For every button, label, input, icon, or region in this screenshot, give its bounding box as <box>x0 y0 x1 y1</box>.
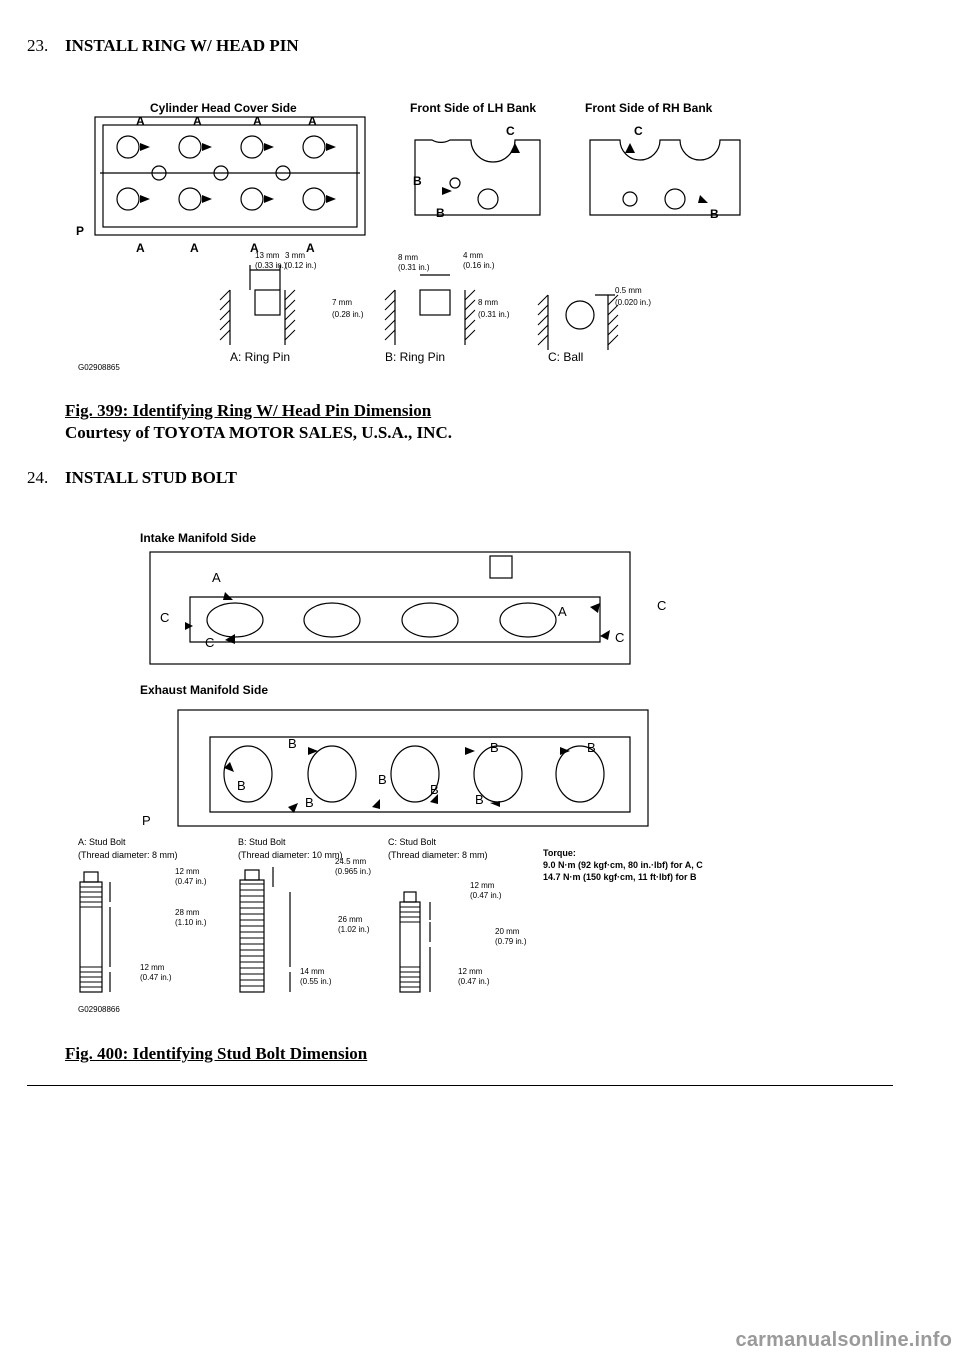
stud-a-title: A: Stud Bolt <box>78 837 126 847</box>
label-a: A <box>136 114 145 128</box>
label-p: P <box>76 224 85 238</box>
figure-400-title: Fig. 400: Identifying Stud Bolt Dimension <box>65 1044 368 1063</box>
step-title: INSTALL RING W/ HEAD PIN <box>65 36 299 55</box>
label-b: B <box>413 174 422 188</box>
dim-b1-in: (0.965 in.) <box>335 867 372 876</box>
dim-b2: 26 mm <box>338 915 363 924</box>
dim-a2-in: (1.10 in.) <box>175 918 207 927</box>
label-b: B <box>475 792 484 807</box>
label-b: B <box>710 207 719 221</box>
step-title: INSTALL STUD BOLT <box>65 468 237 487</box>
dim-a3-in: (0.47 in.) <box>140 973 172 982</box>
label-a: A <box>136 241 145 255</box>
label-b: B <box>378 772 387 787</box>
dim-b1-in: (0.31 in.) <box>398 263 430 272</box>
figure-399-courtesy: Courtesy of TOYOTA MOTOR SALES, U.S.A., INC. <box>65 423 452 442</box>
dim-c3-in: (0.47 in.) <box>458 977 490 986</box>
dim-b3: 8 mm <box>478 298 498 307</box>
stud-b-thread: (Thread diameter: 10 mm) <box>238 850 343 860</box>
label-c: C <box>160 610 170 625</box>
label-c: C <box>657 598 667 613</box>
label-b: B <box>288 736 297 751</box>
caption-b-ring-pin: B: Ring Pin <box>385 350 446 364</box>
label-c: C <box>506 124 515 138</box>
dim-c3: 12 mm <box>458 967 483 976</box>
label-front-rh-bank: Front Side of RH Bank <box>585 101 713 115</box>
stud-b-title: B: Stud Bolt <box>238 837 286 847</box>
label-b: B <box>436 206 445 220</box>
dim-b3-in: (0.31 in.) <box>478 310 510 319</box>
label-b: B <box>305 795 314 810</box>
dim-a3: 12 mm <box>140 963 165 972</box>
dim-a1-in: (0.47 in.) <box>175 877 207 886</box>
dim-c2-in: (0.79 in.) <box>495 937 527 946</box>
dim-a2: 28 mm <box>175 908 200 917</box>
label-a: A <box>193 114 202 128</box>
label-a: A <box>558 604 567 619</box>
figure-400-caption <box>65 1043 367 1065</box>
stud-c-title: C: Stud Bolt <box>388 837 437 847</box>
label-b: B <box>237 778 246 793</box>
torque-a-c: 9.0 N·m (92 kgf·cm, 80 in.·lbf) for A, C <box>543 860 703 870</box>
label-a: A <box>308 114 317 128</box>
label-cylinder-head-cover-side: Cylinder Head Cover Side <box>150 101 297 115</box>
dim-a1: 12 mm <box>175 867 200 876</box>
label-intake-manifold-side: Intake Manifold Side <box>140 531 257 545</box>
label-exhaust-manifold-side: Exhaust Manifold Side <box>140 683 269 697</box>
dim-a2: 3 mm <box>285 251 305 260</box>
figure-code: G02908866 <box>78 1005 120 1014</box>
dim-c2: 20 mm <box>495 927 520 936</box>
dim-ball: 0.5 mm <box>615 286 642 295</box>
label-a: A <box>306 241 315 255</box>
label-a: A <box>253 114 262 128</box>
label-b: B <box>490 740 499 755</box>
dim-a1-in: (0.33 in.) <box>255 261 287 270</box>
step-number: 23. <box>27 36 49 55</box>
figure-399-title: Fig. 399: Identifying Ring W/ Head Pin Dimension <box>65 401 432 420</box>
dim-c1: 12 mm <box>470 881 495 890</box>
label-front-lh-bank: Front Side of LH Bank <box>410 101 536 115</box>
dim-b2: 4 mm <box>463 251 483 260</box>
dim-b2-in: (0.16 in.) <box>463 261 495 270</box>
dim-a3-in: (0.28 in.) <box>332 310 364 319</box>
dim-b3: 14 mm <box>300 967 325 976</box>
dim-a1: 13 mm <box>255 251 280 260</box>
label-b: B <box>430 782 439 797</box>
figure-399-illustration <box>70 95 719 377</box>
label-c: C <box>615 630 625 645</box>
figure-400-illustration <box>70 522 703 1022</box>
label-a: A <box>190 241 199 255</box>
step-24-heading <box>27 468 237 488</box>
figure-code: G02908865 <box>78 363 120 372</box>
label-c: C <box>634 124 643 138</box>
stud-a-thread: (Thread diameter: 8 mm) <box>78 850 178 860</box>
dim-c1-in: (0.47 in.) <box>470 891 502 900</box>
label-a: A <box>212 570 221 585</box>
figure-399-caption <box>65 400 452 444</box>
dim-b3-in: (0.55 in.) <box>300 977 332 986</box>
torque-b: 14.7 N·m (150 kgf·cm, 11 ft·lbf) for B <box>543 872 697 882</box>
caption-a-ring-pin: A: Ring Pin <box>230 350 291 364</box>
stud-c-thread: (Thread diameter: 8 mm) <box>388 850 488 860</box>
step-number: 24. <box>27 468 49 487</box>
dim-ball-in: (0.020 in.) <box>615 298 652 307</box>
dim-b2-in: (1.02 in.) <box>338 925 370 934</box>
torque-title: Torque: <box>543 848 576 858</box>
dim-a3: 7 mm <box>332 298 352 307</box>
label-c: C <box>205 635 215 650</box>
page-divider <box>27 1085 893 1086</box>
dim-b1: 24.5 mm <box>335 857 367 866</box>
watermark: carmanualsonline.info <box>735 1329 952 1351</box>
label-b: B <box>587 740 596 755</box>
dim-a2-in: (0.12 in.) <box>285 261 317 270</box>
dim-b1: 8 mm <box>398 253 418 262</box>
step-23-heading <box>27 36 299 56</box>
label-p: P <box>142 813 151 828</box>
label-a: A <box>250 241 259 255</box>
caption-c-ball: C: Ball <box>548 350 584 364</box>
